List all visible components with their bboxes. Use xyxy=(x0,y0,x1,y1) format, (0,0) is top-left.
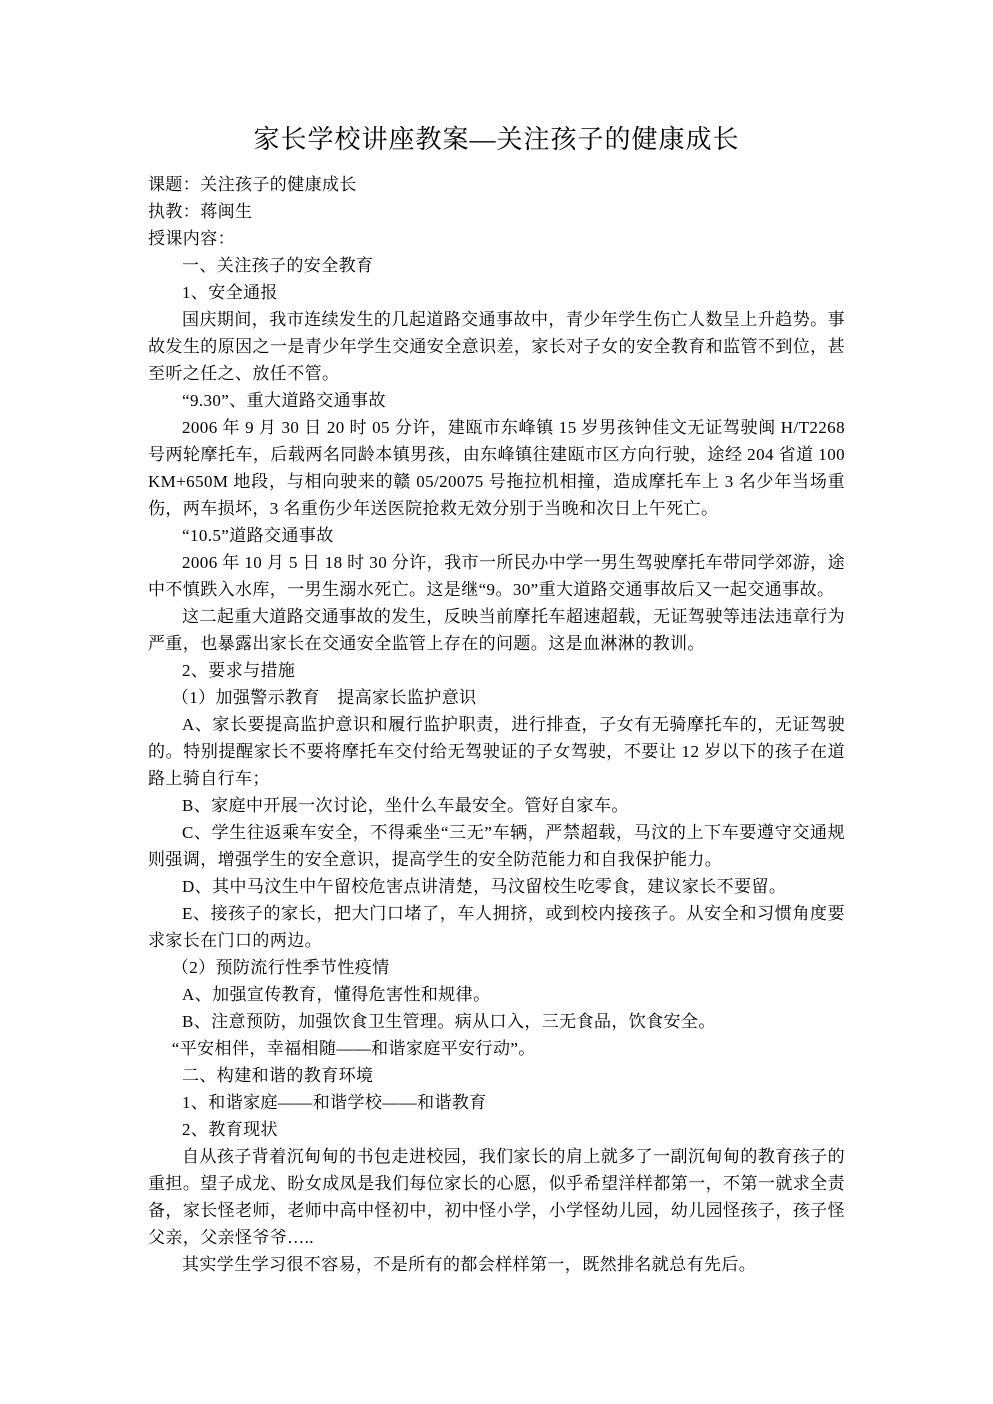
paragraph-section-1-heading: 一、关注孩子的安全教育 xyxy=(182,256,374,275)
paragraph-subsection-2-2: 2、教育现状 xyxy=(182,1120,278,1139)
paragraph-item-c: C、学生往返乘车安全，不得乘坐“三无”车辆，严禁超载，马汶的上下车要遵守交通规则强调，增强学生的安全意识，提高学生的安全防范能力和自我保护能力。 xyxy=(148,823,845,869)
paragraph-slogan: “平安相伴，幸福相随——和谐家庭平安行动”。 xyxy=(171,1039,536,1058)
paragraph-item-a: A、家长要提高监护意识和履行监护职责，进行排查，子女有无骑摩托车的，无证驾驶的。特别提醒家长不要将摩托车交付给无驾驶证的子女驾驶，不要让 12 岁以下的孩子在道路上骑自行车； xyxy=(148,715,845,788)
paragraph-accident-105-title: “10.5”道路交通事故 xyxy=(182,526,334,545)
paragraph-course-topic: 课题：关注孩子的健康成长 xyxy=(148,175,357,194)
paragraph-body: 其实学生学习很不容易，不是所有的都会样样第一，既然排名就总有先后。 xyxy=(182,1255,757,1274)
paragraph-accident-105-body: 2006 年 10 月 5 日 18 时 30 分许，我市一所民办中学一男生驾驶摩托车带同学郊游，途中不慎跌入水库，一男生溺水死亡。这是继“9。30”重大道路交通事故后又一起交通事故。 xyxy=(148,553,845,599)
paragraph-measure-2-heading: （2）预防流行性季节性疫情 xyxy=(171,958,390,977)
document-title: 家长学校讲座教案—关注孩子的健康成长 xyxy=(253,125,740,154)
paragraph-lecturer: 执教：蒋闽生 xyxy=(148,202,253,221)
paragraph-item-e: E、接孩子的家长，把大门口堵了，车人拥挤，或到校内接孩子。从安全和习惯角度要求家长在门口的两边。 xyxy=(148,904,845,950)
paragraph-item-b: B、家庭中开展一次讨论，坐什么车最安全。管好自家车。 xyxy=(182,796,629,815)
paragraph-subsection-1-2: 2、要求与措施 xyxy=(182,661,296,680)
document-body xyxy=(148,171,845,1278)
paragraph-body: 这二起重大道路交通事故的发生，反映当前摩托车超速超载，无证驾驶等违法违章行为严重，也暴露出家长在交通安全监管上存在的问题。这是血淋淋的教训。 xyxy=(148,607,845,653)
paragraph-item-d: D、其中马汶生中午留校危害点讲清楚，马汶留校生吃零食，建议家长不要留。 xyxy=(182,877,787,896)
paragraph-item-a2: A、加强宣传教育，懂得危害性和规律。 xyxy=(182,985,491,1004)
paragraph-accident-930-body: 2006 年 9 月 30 日 20 时 05 分许，建瓯市东峰镇 15 岁男孩钟佳文无证驾驶闽 H/T2268 号两轮摩托车，后载两名同龄本镇男孩，由东峰镇往建瓯市区方向行驶，途经 204 省道 100KM+650M 地段，与相向驶来的赣 05/20075 号拖拉机相撞，造成摩托车上 3 名少年当场重伤，两车损坏，3 名重伤少年送医院抢救无效分别于当晚和次日上午死亡。 xyxy=(148,418,845,518)
paragraph-subsection-2-1: 1、和谐家庭——和谐学校——和谐教育 xyxy=(182,1093,487,1112)
paragraph-content-label: 授课内容： xyxy=(148,229,235,248)
paragraph-accident-930-title: “9.30”、重大道路交通事故 xyxy=(182,391,386,410)
paragraph-body: 自从孩子背着沉甸甸的书包走进校园，我们家长的肩上就多了一副沉甸甸的教育孩子的重担。望子成龙、盼女成凤是我们每位家长的心愿，似乎希望洋样都第一，不第一就求全责备，家长怪老师，老师中高中怪初中，初中怪小学，小学怪幼儿园，幼儿园怪孩子，孩子怪父亲，父亲怪爷爷….. xyxy=(148,1147,845,1247)
paragraph-measure-1-heading: （1）加强警示教育 提高家长监护意识 xyxy=(171,688,477,707)
paragraph-body: 国庆期间，我市连续发生的几起道路交通事故中，青少年学生伤亡人数呈上升趋势。事故发生的原因之一是青少年学生交通安全意识差，家长对子女的安全教育和监管不到位，甚至听之任之、放任不管。 xyxy=(148,310,845,383)
paragraph-subsection-1-1: 1、安全通报 xyxy=(182,283,278,302)
paragraph-section-2-heading: 二、构建和谐的教育环境 xyxy=(182,1066,374,1085)
paragraph-item-b2: B、注意预防，加强饮食卫生管理。病从口入，三无食品，饮食安全。 xyxy=(182,1012,716,1031)
